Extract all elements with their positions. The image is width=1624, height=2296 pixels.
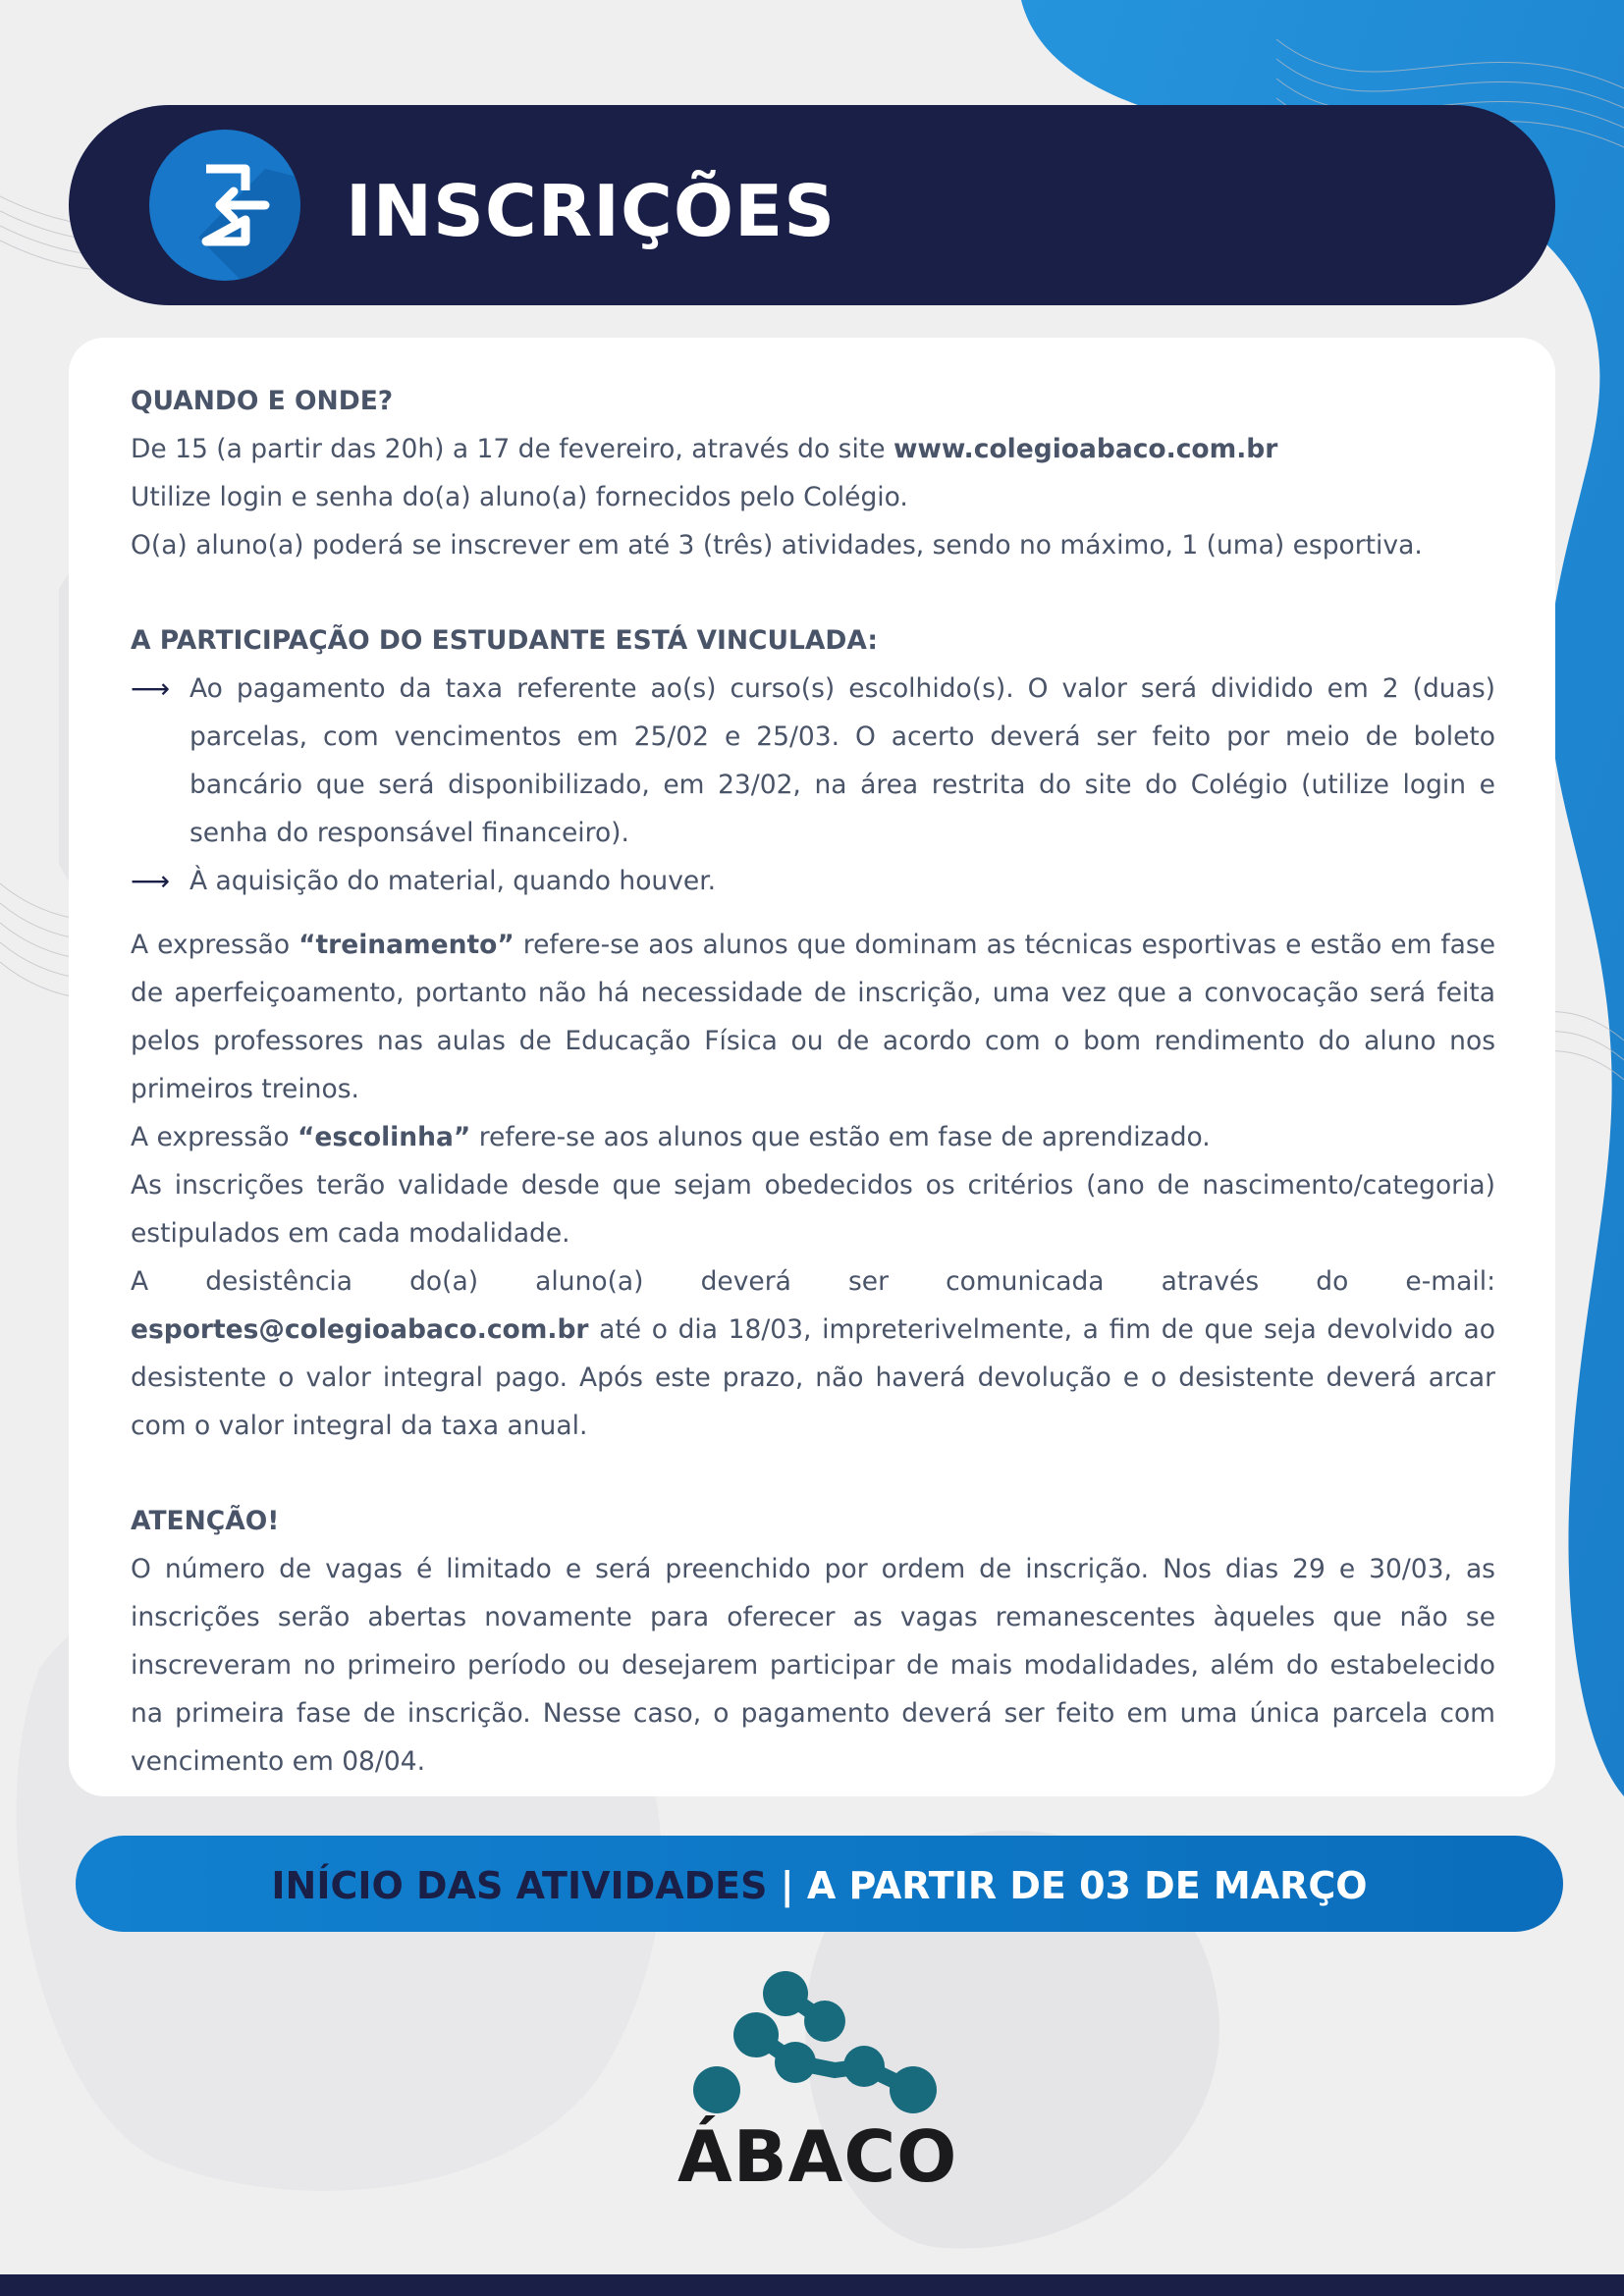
banner-separator: | — [767, 1864, 807, 1907]
section-heading-quando: QUANDO E ONDE? — [131, 386, 394, 416]
withdrawal-paragraph — [131, 1306, 1495, 1450]
section-heading-participacao: A PARTICIPAÇÃO DO ESTUDANTE ESTÁ VINCULADA: — [131, 625, 878, 656]
withdrawal-line: A desistência do(a) aluno(a) deverá ser comunicada através do e-mail: — [131, 1266, 1495, 1297]
activity-limit-text: O(a) aluno(a) poderá se inscrever em até 3 (três) atividades, sendo no máximo, 1 (uma) esportiva. — [131, 530, 1423, 561]
abaco-logo — [677, 1968, 958, 2198]
content-card — [69, 338, 1555, 1796]
login-door-icon — [149, 130, 300, 281]
treinamento-paragraph — [131, 921, 1495, 1113]
term-escolinha: “escolinha” — [298, 1122, 471, 1152]
text-fragment: até o dia 18/03, impreterivelmente, a fim de que seja devolvido ao desistente o valor integral pago. Após este prazo, não haverá devolução e o desistente deverá arcar com o valor integral da taxa anual. — [131, 1314, 1495, 1441]
footer-bar — [0, 2274, 1624, 2296]
list-item — [131, 857, 1495, 905]
list-item-text: À aquisição do material, quando houver. — [189, 866, 717, 896]
registration-dates-text: De 15 (a partir das 20h) a 17 de fevereiro, através do site — [131, 434, 893, 464]
text-fragment: refere-se aos alunos que estão em fase de aprendizado. — [470, 1122, 1211, 1152]
atencao-paragraph: O número de vagas é limitado e será preenchido por ordem de inscrição. Nos dias 29 e 30/03, as inscrições serão abertas novamente para oferecer as vagas remanescentes àqueles que não se inscreveram no primeiro período ou desejarem participar de mais modalidades, além do estabelecido na primeira fase de inscrição. Nesse caso, o pagamento deverá ser feito em uma única parcela com vencimento em 08/04. — [131, 1554, 1495, 1777]
page-title: INSCRIÇÕES — [346, 170, 837, 252]
abaco-dots-logo-icon — [677, 1968, 952, 2125]
escolinha-paragraph — [131, 1113, 1495, 1161]
list-item — [131, 665, 1495, 857]
banner-label: INÍCIO DAS ATIVIDADES — [271, 1864, 768, 1907]
text-fragment: A expressão — [131, 1122, 298, 1152]
list-item-text: Ao pagamento da taxa referente ao(s) curso(s) escolhido(s). O valor será dividido em 2 (duas) parcelas, com vencimentos em 25/02 e 25/03. O acerto deverá ser feito por meio de boleto bancário que será disponibilizado, em 23/02, na área restrita do site do Colégio (utilize login e senha do responsável financeiro). — [189, 673, 1495, 848]
email-link[interactable]: esportes@colegioabaco.com.br — [131, 1314, 589, 1345]
text-fragment: refere-se aos alunos que dominam as técnicas esportivas e estão em fase de aperfeiçoamento, portanto não há necessidade de inscrição, uma vez que a convocação será feita pelos professores nas aulas de Educação Física ou de acordo com o bom rendimento do aluno nos primeiros treinos. — [131, 930, 1496, 1104]
validity-paragraph: As inscrições terão validade desde que sejam obedecidos os critérios (ano de nascimento/categoria) estipulados em cada modalidade. — [131, 1170, 1495, 1249]
arrow-right-icon: ⟶ — [131, 672, 171, 705]
registration-dates-line — [131, 425, 1495, 473]
logo-wordmark: ÁBACO — [677, 2115, 958, 2198]
header-bar — [69, 105, 1555, 305]
website-link[interactable]: www.colegioabaco.com.br — [893, 434, 1278, 464]
term-treinamento: “treinamento” — [298, 930, 514, 960]
banner-date: A PARTIR DE 03 DE MARÇO — [806, 1864, 1368, 1907]
login-instruction: Utilize login e senha do(a) aluno(a) fornecidos pelo Colégio. — [131, 482, 908, 512]
text-fragment: A expressão — [131, 930, 299, 960]
arrow-right-icon: ⟶ — [131, 865, 171, 897]
start-date-banner — [76, 1836, 1563, 1932]
section-heading-atencao: ATENÇÃO! — [131, 1506, 280, 1536]
